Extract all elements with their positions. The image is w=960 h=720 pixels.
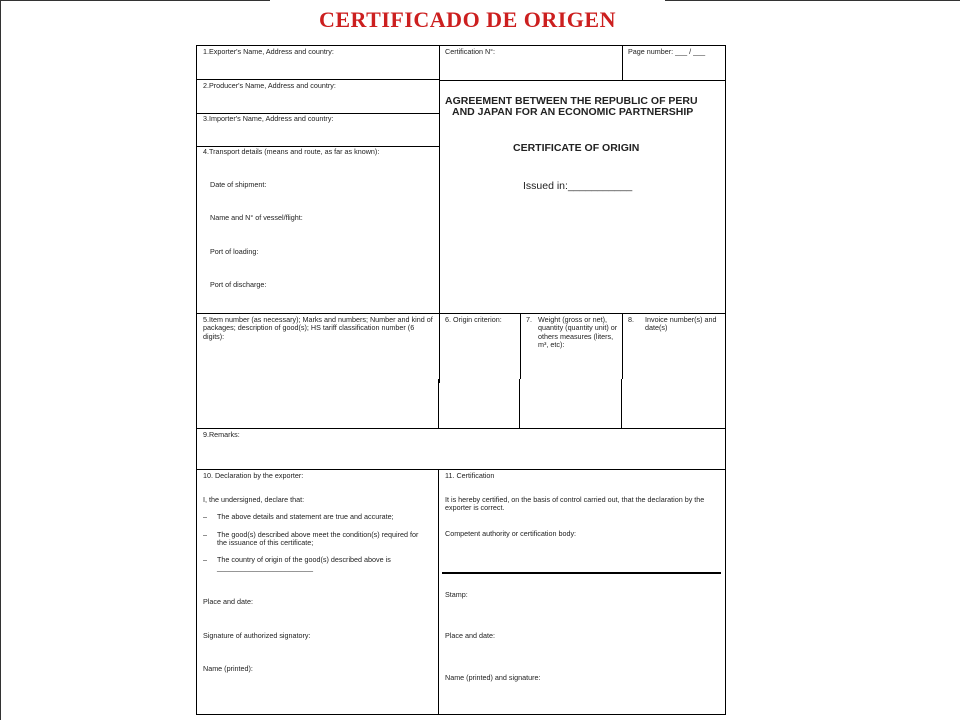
agreement-title-line2: AND JAPAN FOR AN ECONOMIC PARTNERSHIP [452,106,694,118]
port-of-loading-label: Port of loading: [210,247,259,256]
certified-statement: It is hereby certified, on the basis of control carried out, that the declaration by the exporter is correct. [445,495,705,513]
divider-right-header [439,80,726,81]
exporter-name-printed-label: Name (printed): [203,664,253,673]
decl1-text: The above details and statement are true and accurate; [217,512,394,521]
box4-transport-label: 4.Transport details (means and route, as far as known): [203,147,380,156]
slide-frame-top-left [0,0,270,1]
decl2-dash: – [203,530,207,539]
box1-exporter-label: 1.Exporter's Name, Address and country: [203,47,334,56]
divider-top-vertical [439,45,440,383]
certificate-form [196,45,726,715]
certification-number-label: Certification N°: [445,47,496,56]
port-of-discharge-label: Port of discharge: [210,280,267,289]
form-border-top [196,45,726,46]
divider-lower-col1 [438,379,439,429]
page-number-label: Page number: ___ / ___ [628,47,706,56]
certification-place-date-label: Place and date: [445,631,495,640]
box5-items-label: 5.Item number (as necessary); Marks and numbers; Number and kind of packages; description of good(s); HS tariff classification number (6 digits): [203,315,433,341]
divider-box6-box7 [520,313,521,379]
decl3-blank-line: ________________________ [217,563,313,572]
divider-box1-box2 [196,79,440,80]
decl1-dash: – [203,512,207,521]
slide-frame-top-right [665,0,960,1]
exporter-place-date-label: Place and date: [203,597,253,606]
box9-remarks-label: 9.Remarks: [203,430,240,439]
divider-lower-col2 [519,379,520,429]
certificate-of-origin-title: CERTIFICATE OF ORIGIN [513,142,640,154]
box10-declaration-label: 10. Declaration by the exporter: [203,471,304,480]
slide-frame-left [0,0,1,720]
certification-signature-rule [442,572,721,574]
date-of-shipment-label: Date of shipment: [210,180,267,189]
divider-box9-bottom [196,469,726,470]
box3-importer-label: 3.Importer's Name, Address and country: [203,114,334,123]
divider-box10-box11 [438,469,439,715]
decl3-dash: – [203,555,207,564]
title-banner [270,0,665,38]
agreement-title-line1: AGREEMENT BETWEEN THE REPUBLIC OF PERU [445,95,698,107]
divider-page-number [622,45,623,80]
form-border-bottom [196,714,726,715]
certification-name-signature-label: Name (printed) and signature: [445,673,541,682]
divider-box9-top [196,428,726,429]
issued-in-label: Issued in:___________ [523,180,633,192]
decl3-text: The country of origin of the good(s) described above is [217,555,391,564]
box6-origin-criterion-label: 6. Origin criterion: [445,315,502,324]
divider-box7-box8 [622,313,623,379]
exporter-signature-label: Signature of authorized signatory: [203,631,311,640]
box2-producer-label: 2.Producer's Name, Address and country: [203,81,336,90]
box8-number: 8. [628,315,634,324]
vessel-flight-label: Name and N° of vessel/flight: [210,213,303,222]
box7-number: 7. [526,315,532,324]
form-border-right [725,45,726,715]
page-title: CERTIFICADO DE ORIGEN [319,7,616,32]
divider-lower-col3 [621,379,622,429]
decl2-text: The good(s) described above meet the condition(s) required for the issuance of this certificate; [217,530,419,548]
competent-authority-label: Competent authority or certification body: [445,529,577,538]
box7-weight-label: Weight (gross or net), quantity (quantity unit) or others measures (liters, m³, etc): [538,315,618,349]
box11-certification-label: 11. Certification [445,471,495,480]
box8-invoice-label: Invoice number(s) and date(s) [645,315,717,333]
stamp-label: Stamp: [445,590,468,599]
declare-intro: I, the undersigned, declare that: [203,495,305,504]
divider-box4-box5 [196,313,726,314]
